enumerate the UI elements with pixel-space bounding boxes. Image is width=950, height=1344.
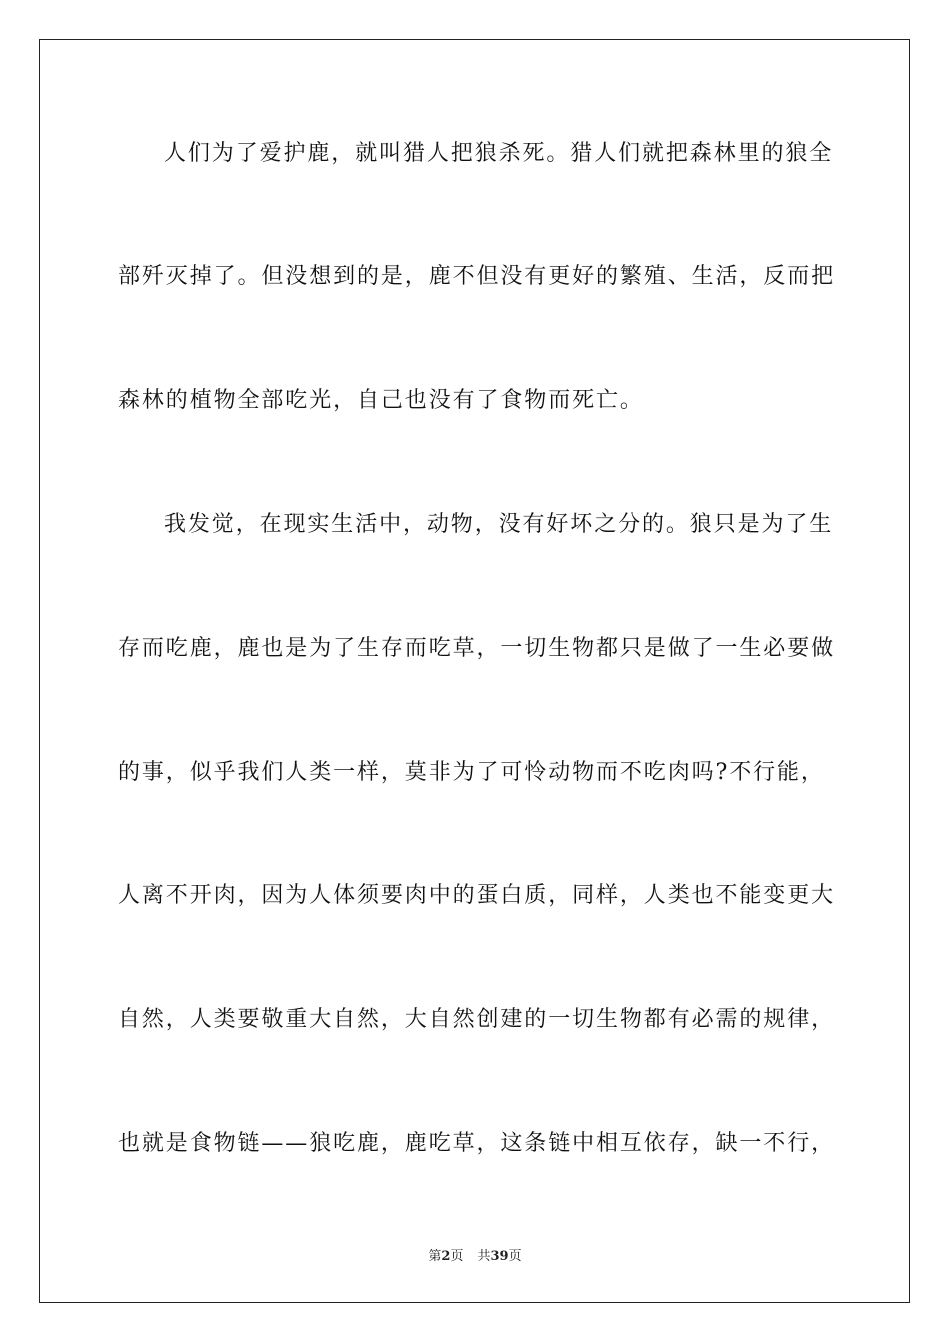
paragraph-2-line-3: 的事，似乎我们人类一样，莫非为了可怜动物而不吃肉吗?不行能， bbox=[118, 760, 825, 785]
footer-total-suffix: 页 bbox=[508, 1249, 522, 1264]
footer-total-prefix: 共 bbox=[477, 1249, 491, 1264]
footer-page-number: 2 bbox=[441, 1249, 451, 1264]
page-footer bbox=[0, 1245, 950, 1264]
paragraph-2-line-1: 我发觉，在现实生活中，动物，没有好坏之分的。狼只是为了生 bbox=[164, 512, 834, 537]
paragraph-2-line-4: 人离不开肉，因为人体须要肉中的蛋白质，同样，人类也不能变更大 bbox=[118, 883, 836, 908]
footer-page-prefix: 第 bbox=[428, 1249, 442, 1264]
paragraph-1-line-1: 人们为了爱护鹿，就叫猎人把狼杀死。猎人们就把森林里的狼全 bbox=[164, 141, 834, 166]
paragraph-2-line-2: 存而吃鹿，鹿也是为了生存而吃草，一切生物都只是做了一生必要做 bbox=[118, 636, 836, 661]
paragraph-1-line-3: 森林的植物全部吃光，自己也没有了食物而死亡。 bbox=[118, 388, 644, 413]
footer-total-pages: 39 bbox=[490, 1249, 509, 1264]
footer-page-suffix: 页 bbox=[450, 1249, 464, 1264]
paragraph-2-line-5: 自然，人类要敬重大自然，大自然创建的一切生物都有必需的规律， bbox=[118, 1007, 836, 1032]
paragraph-2-line-6: 也就是食物链——狼吃鹿，鹿吃草，这条链中相互依存，缺一不行， bbox=[118, 1131, 836, 1156]
page-border bbox=[39, 39, 910, 1303]
paragraph-1-line-2: 部歼灭掉了。但没想到的是，鹿不但没有更好的繁殖、生活，反而把 bbox=[118, 264, 836, 289]
